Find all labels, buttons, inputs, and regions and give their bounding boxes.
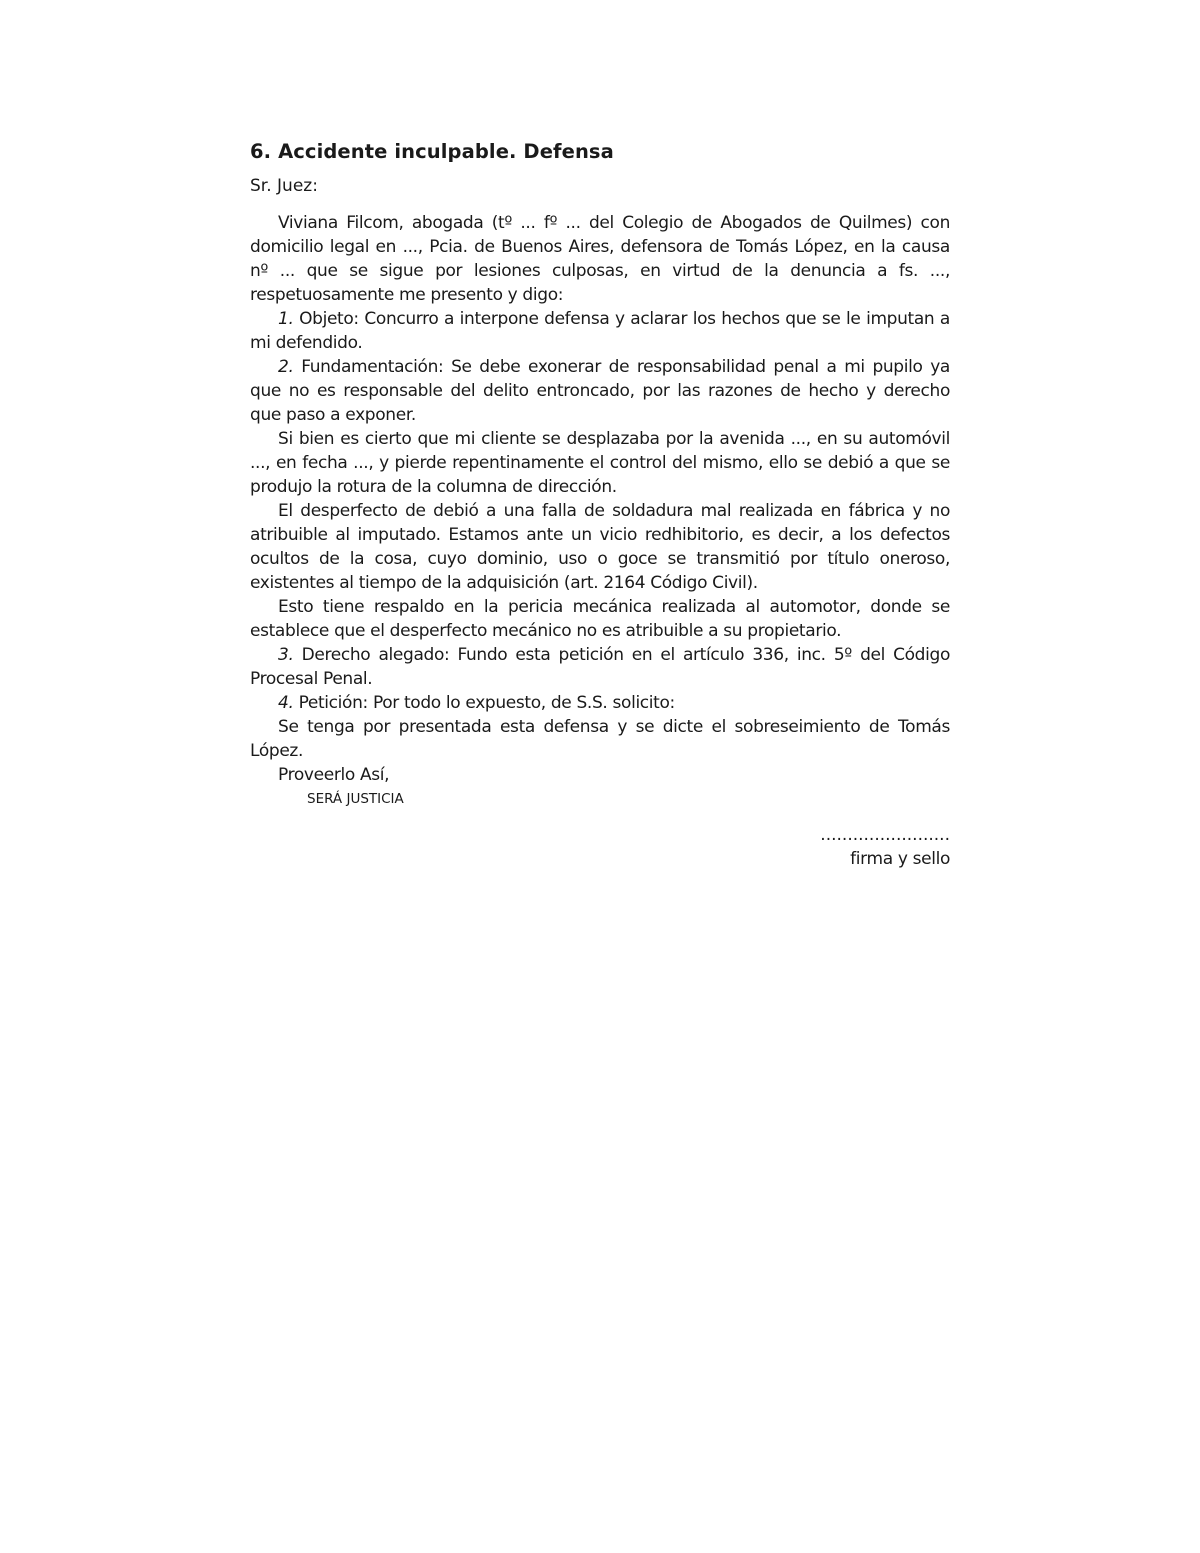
section-text: Objeto: Concurro a interpone defensa y aclarar los hechos que se le imputan a mi defendido.	[250, 309, 950, 353]
signature-line: ........................	[820, 825, 950, 845]
section-text: Fundamentación: Se debe exonerar de responsabilidad penal a mi pupilo ya que no es responsable del delito entroncado, por las razones de hecho y derecho que paso a exponer.	[250, 357, 950, 425]
section-text: Derecho alegado: Fundo esta petición en el artículo 336, inc. 5º del Código Procesal Penal.	[250, 645, 950, 689]
closing-line: Proveerlo Así,	[278, 765, 390, 785]
salutation: Sr. Juez:	[250, 176, 318, 196]
section-derecho-alegado	[250, 643, 950, 691]
section-objeto	[250, 307, 950, 355]
document-title: 6. Accidente inculpable. Defensa	[250, 140, 614, 163]
intro-paragraph: Viviana Filcom, abogada (tº ... fº ... del Colegio de Abogados de Quilmes) con domicilio legal en ..., Pcia. de Buenos Aires, defensora de Tomás López, en la causa nº ... que se sigue por lesiones culposas, en virtud de la denuncia a fs. ..., respetuosamente me presento y digo:	[250, 213, 950, 305]
section-number: 4.	[278, 693, 294, 713]
request-paragraph: Se tenga por presentada esta defensa y se dicte el sobreseimiento de Tomás López.	[250, 717, 950, 761]
signature-label: firma y sello	[850, 849, 950, 869]
section-fundamentacion	[250, 355, 950, 427]
section-number: 3.	[278, 645, 294, 665]
document-page	[250, 138, 950, 871]
body-paragraph: Esto tiene respaldo en la pericia mecánica realizada al automotor, donde se establece que el desperfecto mecánico no es atribuible a su propietario.	[250, 597, 950, 641]
section-peticion	[250, 691, 950, 715]
section-number: 2.	[278, 357, 294, 377]
sera-justicia: SERÁ JUSTICIA	[307, 791, 404, 807]
section-number: 1.	[278, 309, 294, 329]
body-paragraph: Si bien es cierto que mi cliente se desplazaba por la avenida ..., en su automóvil ..., en fecha ..., y pierde repentinamente el control del mismo, ello se debió a que se produjo la rotura de la columna de dirección.	[250, 429, 950, 497]
section-text: Petición: Por todo lo expuesto, de S.S. solicito:	[293, 693, 675, 713]
body-paragraph: El desperfecto de debió a una falla de soldadura mal realizada en fábrica y no atribuible al imputado. Estamos ante un vicio redhibitorio, es decir, a los defectos ocultos de la cosa, cuyo dominio, uso o goce se transmitió por título oneroso, existentes al tiempo de la adquisición (art. 2164 Código Civil).	[250, 501, 950, 593]
